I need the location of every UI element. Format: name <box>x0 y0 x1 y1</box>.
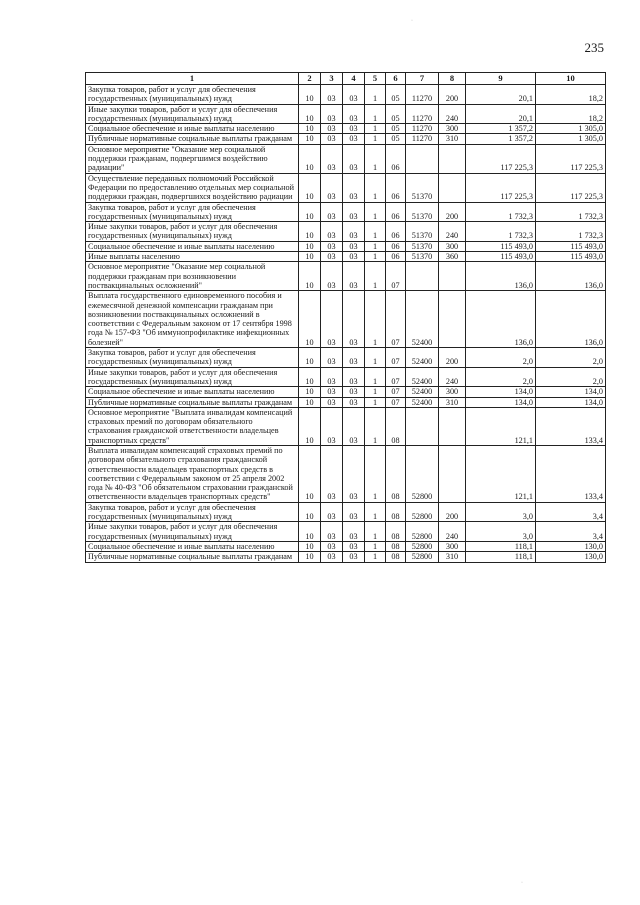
kbk-code: 10 <box>299 104 321 124</box>
kbk-code: 52800 <box>406 541 439 551</box>
page-number: 235 <box>584 40 604 55</box>
kbk-code: 03 <box>343 445 365 502</box>
row-name: Иные закупки товаров, работ и услуг для обеспечения государственных (муниципальных) нужд <box>86 522 299 542</box>
kbk-code: 03 <box>343 85 365 105</box>
row-name: Закупка товаров, работ и услуг для обеспечения государственных (муниципальных) нужд <box>86 85 299 105</box>
kbk-code: 03 <box>321 222 343 242</box>
column-header: 5 <box>365 73 386 85</box>
kbk-code: 11270 <box>406 85 439 105</box>
row-name: Выплата инвалидам компенсаций страховых премий по договорам обязательного страхования гражданской ответственности владельцев транспортных средств в соответствии с Федеральным законом от 25 апреля 2002 года № 40-ФЗ "Об обязательном страховании гражданской ответственности владельцев транспортных средств" <box>86 445 299 502</box>
kbk-code: 03 <box>321 252 343 262</box>
amount-year-1: 1 732,3 <box>466 202 536 222</box>
kbk-code: 07 <box>386 291 406 348</box>
amount-year-2: 117 225,3 <box>536 144 606 173</box>
kbk-code: 1 <box>365 367 386 387</box>
kbk-code: 08 <box>386 407 406 445</box>
table-row <box>86 202 606 222</box>
column-header: 6 <box>386 73 406 85</box>
kbk-code: 06 <box>386 252 406 262</box>
kbk-code: 51370 <box>406 222 439 242</box>
kbk-code: 310 <box>439 134 466 144</box>
kbk-code: 10 <box>299 541 321 551</box>
column-header: 1 <box>86 73 299 85</box>
kbk-code: 240 <box>439 367 466 387</box>
kbk-code: 1 <box>365 124 386 134</box>
kbk-code: 1 <box>365 407 386 445</box>
kbk-code: 300 <box>439 541 466 551</box>
kbk-code: 06 <box>386 202 406 222</box>
kbk-code: 11270 <box>406 124 439 134</box>
table-row <box>86 445 606 502</box>
row-name: Осуществление переданных полномочий Российской Федерации по предоставлению отдельных мер социальной поддержки граждан, подвергшихся воздействию радиации <box>86 173 299 202</box>
amount-year-1: 134,0 <box>466 387 536 397</box>
kbk-code: 300 <box>439 124 466 134</box>
table-row <box>86 124 606 134</box>
kbk-code: 1 <box>365 85 386 105</box>
kbk-code: 03 <box>321 241 343 251</box>
kbk-code: 10 <box>299 144 321 173</box>
kbk-code: 03 <box>343 397 365 407</box>
kbk-code: 10 <box>299 387 321 397</box>
row-name: Социальное обеспечение и иные выплаты населению <box>86 124 299 134</box>
kbk-code: 10 <box>299 348 321 368</box>
row-name: Иные закупки товаров, работ и услуг для обеспечения государственных (муниципальных) нужд <box>86 104 299 124</box>
column-header: 8 <box>439 73 466 85</box>
kbk-code <box>439 291 466 348</box>
amount-year-1: 20,1 <box>466 85 536 105</box>
kbk-code: 1 <box>365 387 386 397</box>
column-header: 3 <box>321 73 343 85</box>
kbk-code: 03 <box>343 541 365 551</box>
kbk-code <box>406 262 439 291</box>
kbk-code: 08 <box>386 522 406 542</box>
row-name: Публичные нормативные социальные выплаты гражданам <box>86 134 299 144</box>
amount-year-1: 1 732,3 <box>466 222 536 242</box>
kbk-code: 10 <box>299 445 321 502</box>
kbk-code <box>439 407 466 445</box>
amount-year-2: 3,4 <box>536 522 606 542</box>
kbk-code: 07 <box>386 262 406 291</box>
amount-year-2: 1 305,0 <box>536 134 606 144</box>
table-row <box>86 104 606 124</box>
kbk-code: 10 <box>299 262 321 291</box>
kbk-code: 1 <box>365 202 386 222</box>
kbk-code: 06 <box>386 173 406 202</box>
kbk-code: 1 <box>365 241 386 251</box>
kbk-code: 03 <box>321 262 343 291</box>
table-body <box>86 85 606 563</box>
kbk-code: 1 <box>365 541 386 551</box>
row-name: Основное мероприятие "Оказание мер социальной поддержки гражданам, подвергшимся воздействию радиации" <box>86 144 299 173</box>
kbk-code: 51370 <box>406 202 439 222</box>
kbk-code: 03 <box>321 291 343 348</box>
kbk-code: 51370 <box>406 241 439 251</box>
budget-table <box>85 72 606 563</box>
kbk-code: 10 <box>299 397 321 407</box>
kbk-code: 03 <box>321 397 343 407</box>
amount-year-2: 130,0 <box>536 552 606 562</box>
kbk-code: 10 <box>299 522 321 542</box>
kbk-code: 240 <box>439 522 466 542</box>
kbk-code: 52400 <box>406 348 439 368</box>
kbk-code: 10 <box>299 134 321 144</box>
kbk-code: 1 <box>365 144 386 173</box>
kbk-code: 05 <box>386 104 406 124</box>
row-name: Иные выплаты населению <box>86 252 299 262</box>
kbk-code: 03 <box>343 387 365 397</box>
kbk-code: 51370 <box>406 173 439 202</box>
kbk-code: 03 <box>321 522 343 542</box>
kbk-code: 1 <box>365 104 386 124</box>
kbk-code: 03 <box>343 124 365 134</box>
table-row <box>86 407 606 445</box>
kbk-code: 03 <box>321 202 343 222</box>
kbk-code: 06 <box>386 241 406 251</box>
kbk-code: 10 <box>299 291 321 348</box>
kbk-code: 03 <box>343 367 365 387</box>
kbk-code: 05 <box>386 85 406 105</box>
kbk-code: 200 <box>439 502 466 522</box>
kbk-code: 08 <box>386 445 406 502</box>
scan-speck: · <box>521 880 523 886</box>
amount-year-2: 134,0 <box>536 387 606 397</box>
amount-year-2: 2,0 <box>536 367 606 387</box>
kbk-code <box>406 407 439 445</box>
row-name: Публичные нормативные социальные выплаты гражданам <box>86 397 299 407</box>
amount-year-1: 1 357,2 <box>466 124 536 134</box>
kbk-code: 52400 <box>406 291 439 348</box>
scan-speck: · <box>411 18 413 24</box>
kbk-code: 03 <box>321 104 343 124</box>
amount-year-2: 117 225,3 <box>536 173 606 202</box>
kbk-code: 52800 <box>406 522 439 542</box>
amount-year-2: 136,0 <box>536 291 606 348</box>
table-row <box>86 502 606 522</box>
amount-year-1: 3,0 <box>466 502 536 522</box>
kbk-code: 10 <box>299 85 321 105</box>
column-header: 10 <box>536 73 606 85</box>
table-row <box>86 173 606 202</box>
amount-year-2: 115 493,0 <box>536 241 606 251</box>
kbk-code: 06 <box>386 222 406 242</box>
amount-year-1: 117 225,3 <box>466 173 536 202</box>
kbk-code: 03 <box>321 134 343 144</box>
kbk-code: 52800 <box>406 552 439 562</box>
kbk-code: 1 <box>365 252 386 262</box>
kbk-code: 10 <box>299 173 321 202</box>
kbk-code: 51370 <box>406 252 439 262</box>
kbk-code: 03 <box>343 502 365 522</box>
amount-year-1: 118,1 <box>466 552 536 562</box>
kbk-code: 1 <box>365 552 386 562</box>
kbk-code: 310 <box>439 397 466 407</box>
column-header: 7 <box>406 73 439 85</box>
kbk-code: 03 <box>321 387 343 397</box>
kbk-code: 200 <box>439 202 466 222</box>
row-name: Иные закупки товаров, работ и услуг для обеспечения государственных (муниципальных) нужд <box>86 367 299 387</box>
kbk-code: 1 <box>365 134 386 144</box>
kbk-code: 03 <box>343 252 365 262</box>
amount-year-2: 2,0 <box>536 348 606 368</box>
kbk-code: 1 <box>365 502 386 522</box>
kbk-code: 1 <box>365 397 386 407</box>
table-row <box>86 348 606 368</box>
amount-year-1: 134,0 <box>466 397 536 407</box>
kbk-code: 03 <box>321 552 343 562</box>
kbk-code: 03 <box>321 502 343 522</box>
column-header: 4 <box>343 73 365 85</box>
kbk-code: 52800 <box>406 502 439 522</box>
kbk-code: 03 <box>343 291 365 348</box>
kbk-code: 03 <box>321 144 343 173</box>
kbk-code: 310 <box>439 552 466 562</box>
kbk-code: 03 <box>343 262 365 291</box>
table-row <box>86 252 606 262</box>
kbk-code: 52400 <box>406 397 439 407</box>
kbk-code: 300 <box>439 241 466 251</box>
kbk-code: 03 <box>343 104 365 124</box>
kbk-code: 1 <box>365 222 386 242</box>
amount-year-2: 115 493,0 <box>536 252 606 262</box>
kbk-code: 03 <box>321 541 343 551</box>
kbk-code <box>439 445 466 502</box>
kbk-code: 03 <box>343 241 365 251</box>
amount-year-1: 136,0 <box>466 291 536 348</box>
kbk-code: 07 <box>386 397 406 407</box>
amount-year-1: 115 493,0 <box>466 241 536 251</box>
table-row <box>86 85 606 105</box>
kbk-code: 03 <box>321 85 343 105</box>
kbk-code: 10 <box>299 367 321 387</box>
amount-year-2: 18,2 <box>536 85 606 105</box>
kbk-code: 1 <box>365 522 386 542</box>
kbk-code: 07 <box>386 348 406 368</box>
table-row <box>86 291 606 348</box>
table-row <box>86 387 606 397</box>
kbk-code <box>439 144 466 173</box>
column-header: 9 <box>466 73 536 85</box>
kbk-code: 1 <box>365 173 386 202</box>
table-row <box>86 552 606 562</box>
table-row <box>86 262 606 291</box>
row-name: Социальное обеспечение и иные выплаты населению <box>86 241 299 251</box>
kbk-code: 240 <box>439 222 466 242</box>
amount-year-2: 1 732,3 <box>536 202 606 222</box>
amount-year-2: 134,0 <box>536 397 606 407</box>
kbk-code: 03 <box>343 144 365 173</box>
amount-year-1: 1 357,2 <box>466 134 536 144</box>
amount-year-2: 3,4 <box>536 502 606 522</box>
kbk-code: 1 <box>365 348 386 368</box>
amount-year-1: 3,0 <box>466 522 536 542</box>
amount-year-1: 2,0 <box>466 367 536 387</box>
amount-year-1: 136,0 <box>466 262 536 291</box>
kbk-code: 03 <box>343 173 365 202</box>
kbk-code: 10 <box>299 222 321 242</box>
amount-year-2: 133,4 <box>536 445 606 502</box>
kbk-code <box>439 173 466 202</box>
row-name: Закупка товаров, работ и услуг для обеспечения государственных (муниципальных) нужд <box>86 502 299 522</box>
kbk-code: 03 <box>343 552 365 562</box>
kbk-code: 03 <box>321 445 343 502</box>
row-name: Социальное обеспечение и иные выплаты населению <box>86 387 299 397</box>
kbk-code: 08 <box>386 541 406 551</box>
row-name: Социальное обеспечение и иные выплаты населению <box>86 541 299 551</box>
amount-year-2: 18,2 <box>536 104 606 124</box>
kbk-code: 300 <box>439 387 466 397</box>
column-header: 2 <box>299 73 321 85</box>
table-row <box>86 367 606 387</box>
kbk-code: 07 <box>386 387 406 397</box>
kbk-code: 11270 <box>406 134 439 144</box>
kbk-code: 52400 <box>406 367 439 387</box>
kbk-code: 52800 <box>406 445 439 502</box>
header-row <box>86 73 606 85</box>
kbk-code: 360 <box>439 252 466 262</box>
kbk-code <box>439 262 466 291</box>
row-name: Публичные нормативные социальные выплаты гражданам <box>86 552 299 562</box>
amount-year-1: 117 225,3 <box>466 144 536 173</box>
kbk-code: 08 <box>386 552 406 562</box>
table-row <box>86 134 606 144</box>
amount-year-2: 1 732,3 <box>536 222 606 242</box>
row-name: Выплата государственного единовременного пособия и ежемесячной денежной компенсации гражданам при возникновении поствакцинальных осложнений в соответствии с Федеральным законом от 17 сентября 1998 года № 157-ФЗ "Об иммунопрофилактике инфекционных болезней" <box>86 291 299 348</box>
kbk-code: 52400 <box>406 387 439 397</box>
kbk-code: 03 <box>321 348 343 368</box>
kbk-code: 03 <box>343 134 365 144</box>
row-name: Основное мероприятие "Оказание мер социальной поддержки гражданам при возникновении поствакцинальных осложнений" <box>86 262 299 291</box>
amount-year-2: 130,0 <box>536 541 606 551</box>
kbk-code: 240 <box>439 104 466 124</box>
kbk-code: 03 <box>343 407 365 445</box>
amount-year-1: 20,1 <box>466 104 536 124</box>
table-row <box>86 397 606 407</box>
kbk-code: 1 <box>365 262 386 291</box>
kbk-code: 11270 <box>406 104 439 124</box>
kbk-code: 03 <box>343 202 365 222</box>
kbk-code: 200 <box>439 348 466 368</box>
kbk-code: 1 <box>365 291 386 348</box>
kbk-code: 03 <box>321 367 343 387</box>
table-row <box>86 144 606 173</box>
kbk-code: 05 <box>386 124 406 134</box>
kbk-code: 200 <box>439 85 466 105</box>
kbk-code: 1 <box>365 445 386 502</box>
amount-year-2: 133,4 <box>536 407 606 445</box>
table-row <box>86 541 606 551</box>
kbk-code: 03 <box>343 348 365 368</box>
kbk-code: 03 <box>321 124 343 134</box>
amount-year-1: 115 493,0 <box>466 252 536 262</box>
amount-year-1: 2,0 <box>466 348 536 368</box>
row-name: Закупка товаров, работ и услуг для обеспечения государственных (муниципальных) нужд <box>86 202 299 222</box>
amount-year-2: 1 305,0 <box>536 124 606 134</box>
kbk-code: 10 <box>299 502 321 522</box>
kbk-code: 10 <box>299 252 321 262</box>
table-row <box>86 222 606 242</box>
amount-year-2: 136,0 <box>536 262 606 291</box>
kbk-code: 10 <box>299 124 321 134</box>
amount-year-1: 118,1 <box>466 541 536 551</box>
kbk-code: 03 <box>321 173 343 202</box>
kbk-code: 03 <box>343 222 365 242</box>
table-row <box>86 241 606 251</box>
kbk-code: 10 <box>299 202 321 222</box>
kbk-code: 08 <box>386 502 406 522</box>
kbk-code: 03 <box>343 522 365 542</box>
row-name: Иные закупки товаров, работ и услуг для обеспечения государственных (муниципальных) нужд <box>86 222 299 242</box>
kbk-code: 10 <box>299 552 321 562</box>
kbk-code: 03 <box>321 407 343 445</box>
kbk-code <box>406 144 439 173</box>
amount-year-1: 121,1 <box>466 407 536 445</box>
amount-year-1: 121,1 <box>466 445 536 502</box>
table-row <box>86 522 606 542</box>
row-name: Основное мероприятие "Выплата инвалидам компенсаций страховых премий по договорам обязательного страхования гражданской ответственности владельцев транспортных средств" <box>86 407 299 445</box>
kbk-code: 06 <box>386 144 406 173</box>
kbk-code: 10 <box>299 407 321 445</box>
kbk-code: 07 <box>386 367 406 387</box>
row-name: Закупка товаров, работ и услуг для обеспечения государственных (муниципальных) нужд <box>86 348 299 368</box>
kbk-code: 05 <box>386 134 406 144</box>
kbk-code: 10 <box>299 241 321 251</box>
